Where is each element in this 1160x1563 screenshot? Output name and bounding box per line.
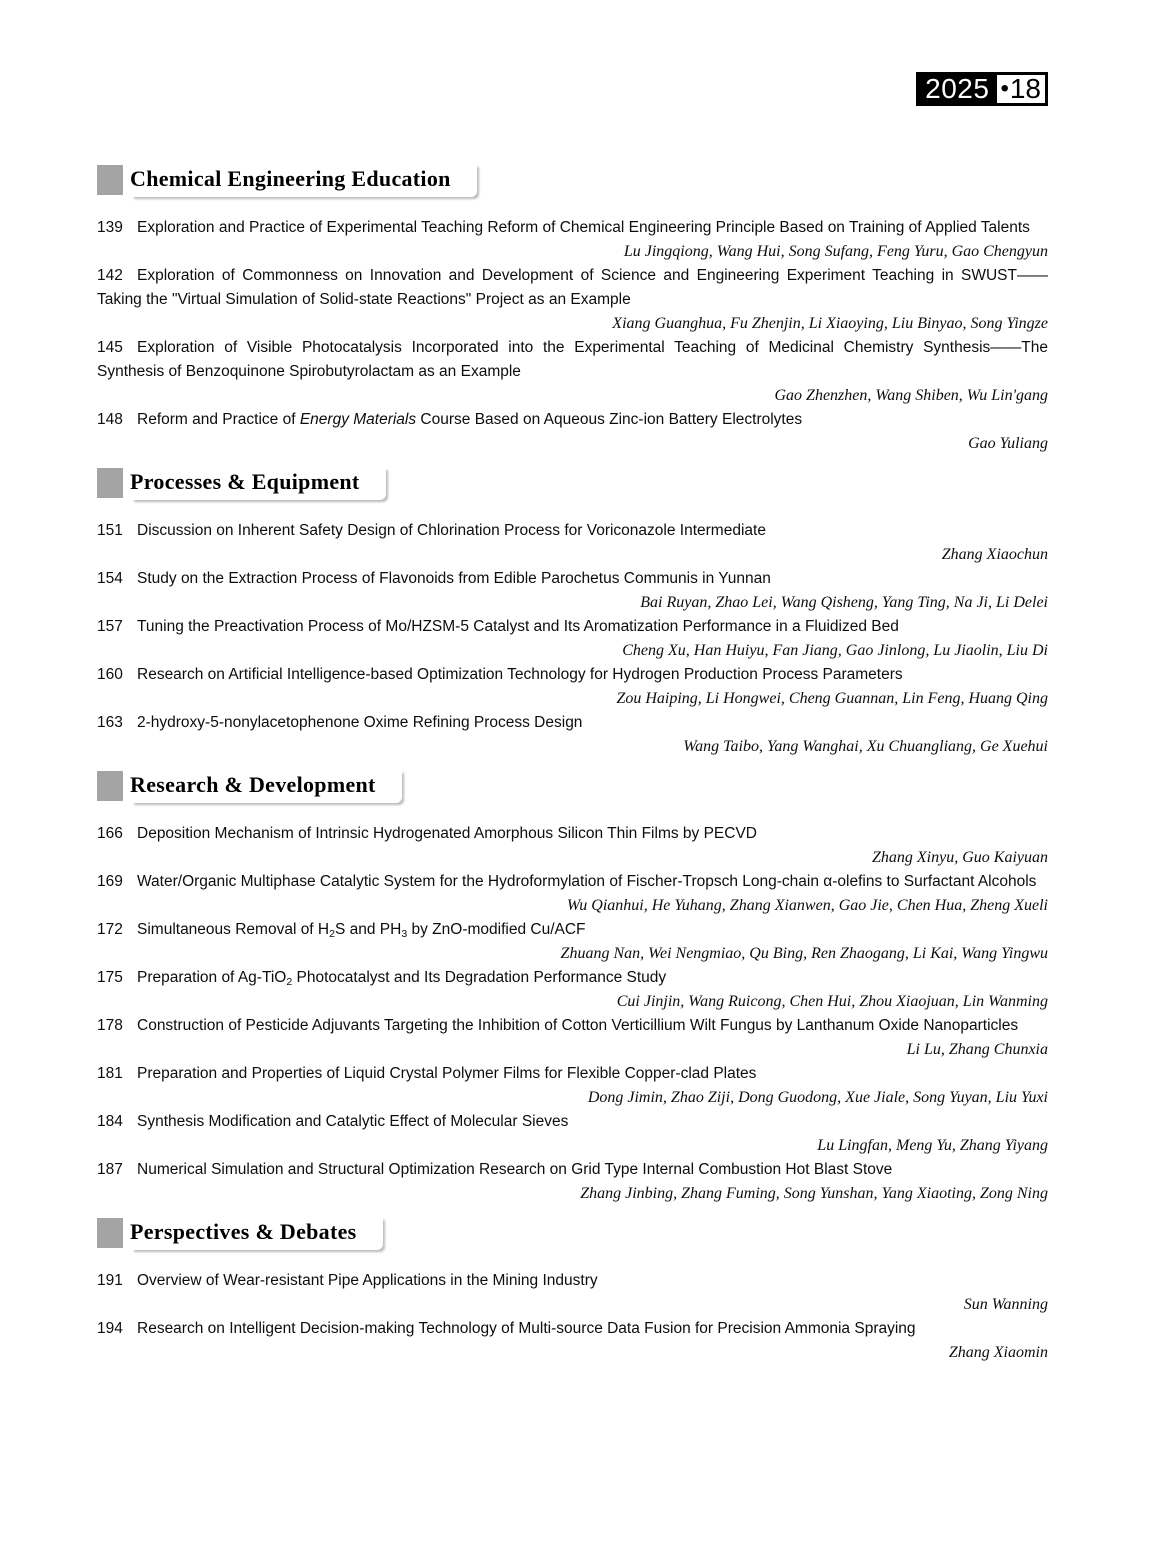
toc-entry [97,1158,1048,1206]
entry-authors: Xiang Guanghua, Fu Zhenjin, Li Xiaoying, Liu Binyao, Song Yingze [612,315,1048,332]
entry-title: Tuning the Preactivation Process of Mo/HZSM-5 Catalyst and Its Aromatization Performance in a Fluidized Bed [137,618,899,635]
toc-entry [97,1110,1048,1158]
toc-entry [97,870,1048,918]
entry-authors: Zou Haiping, Li Hongwei, Cheng Guannan, Lin Feng, Huang Qing [616,690,1048,707]
entry-authors: Lu Lingfan, Meng Yu, Zhang Yiyang [817,1137,1048,1154]
toc-entry [97,216,1048,264]
badge-year: 2025 [925,73,990,104]
entry-title-line [97,1317,1048,1341]
entry-title: Discussion on Inherent Safety Design of Chlorination Process for Voriconazole Intermediate [137,522,766,539]
entry-page-number: 160 [97,666,123,683]
entry-title-line [97,822,1048,846]
toc-entry [97,336,1048,408]
entry-authors: Wu Qianhui, He Yuhang, Zhang Xianwen, Gao Jie, Chen Hua, Zheng Xueli [566,897,1048,914]
section-marker-square-icon [97,771,123,801]
entry-authors: Zhang Xiaomin [948,1344,1048,1361]
badge-issue-number: 18 [1009,73,1041,104]
section-entries [97,822,1048,1206]
entry-title: Numerical Simulation and Structural Optimization Research on Grid Type Internal Combustion Hot Blast Stove [137,1161,893,1178]
toc-entry [97,264,1048,336]
entry-authors: Gao Zhenzhen, Wang Shiben, Wu Lin'gang [774,387,1048,404]
section-title: Perspectives & Debates [130,1219,357,1244]
entry-page-number: 191 [97,1272,123,1289]
section-title: Research & Development [130,772,376,797]
entry-title-line [97,966,1048,990]
entry-title: Deposition Mechanism of Intrinsic Hydrogenated Amorphous Silicon Thin Films by PECVD [137,825,757,842]
entry-page-number: 175 [97,969,123,986]
entry-authors: Dong Jimin, Zhao Ziji, Dong Guodong, Xue Jiale, Song Yuyan, Liu Yuxi [587,1089,1048,1106]
entry-title: Exploration of Commonness on Innovation and Development of Science and Engineering Experiment Teaching in SWUST——Taking the "Virtual Simulation of Solid-state Reactions" Project as an Example [97,267,1048,308]
entry-title-line [97,1110,1048,1134]
entry-title-line [97,615,1048,639]
entry-authors: Lu Jingqiong, Wang Hui, Song Sufang, Feng Yuru, Gao Chengyun [623,243,1048,260]
entry-title: Simultaneous Removal of $H_2S$ and $PH_3$ by ZnO-modified Cu/ACF [137,921,586,940]
entry-page-number: 139 [97,219,123,236]
toc-entry [97,408,1048,456]
toc-section [97,1216,1048,1365]
entry-title: Research on Intelligent Decision-making Technology of Multi-source Data Fusion for Precision Ammonia Spraying [137,1320,916,1337]
entry-title: Overview of Wear-resistant Pipe Applications in the Mining Industry [137,1272,598,1289]
entry-page-number: 163 [97,714,123,731]
entry-title-line [97,336,1048,384]
entry-title: Preparation of Ag-TiO$_2$ Photocatalyst and Its Degradation Performance Study [137,969,667,988]
issue-badge [916,72,1048,106]
entry-page-number: 166 [97,825,123,842]
entry-title: Preparation and Properties of Liquid Crystal Polymer Films for Flexible Copper-clad Plates [137,1065,757,1082]
entry-authors: Cheng Xu, Han Huiyu, Fan Jiang, Gao Jinlong, Lu Jiaolin, Liu Di [622,642,1048,659]
section-tab [130,466,386,500]
entry-title-line [97,1269,1048,1293]
section-entries [97,1269,1048,1365]
entry-authors: Gao Yuliang [968,435,1048,452]
entry-authors: Zhang Jinbing, Zhang Fuming, Song Yunshan, Yang Xiaoting, Zong Ning [580,1185,1048,1202]
entry-page-number: 154 [97,570,123,587]
entry-title: Exploration and Practice of Experimental Teaching Reform of Chemical Engineering Principle Based on Training of Applied Talents [137,219,1030,236]
entry-title: Synthesis Modification and Catalytic Effect of Molecular Sieves [137,1113,569,1130]
section-tab [130,769,402,803]
section-entries [97,216,1048,456]
entry-title-line [97,567,1048,591]
entry-page-number: 151 [97,522,123,539]
entry-title-line [97,918,1048,942]
entry-title-line [97,408,1048,432]
section-header [97,466,1048,502]
entry-title-line [97,870,1048,894]
entry-page-number: 194 [97,1320,123,1337]
toc-entry [97,1014,1048,1062]
section-header [97,163,1048,199]
section-marker-square-icon [97,1218,123,1248]
entry-title-line [97,1014,1048,1038]
entry-title: Reform and Practice of Energy Materials Course Based on Aqueous Zinc-ion Battery Electrolytes [137,411,803,428]
section-marker-square-icon [97,165,123,195]
toc-section [97,163,1048,456]
section-tab [130,1216,383,1250]
entry-page-number: 181 [97,1065,123,1082]
entry-page-number: 178 [97,1017,123,1034]
section-marker-square-icon [97,468,123,498]
toc-entry [97,1269,1048,1317]
toc-sections [97,163,1048,1365]
badge-dot-icon: • [1000,75,1009,102]
entry-title-line [97,1062,1048,1086]
entry-title-line [97,1158,1048,1182]
badge-issue-box [997,75,1045,103]
entry-title-line [97,519,1048,543]
entry-title-line [97,264,1048,312]
entry-authors: Zhang Xiaochun [941,546,1048,563]
entry-authors: Sun Wanning [963,1296,1048,1313]
entry-title-line [97,711,1048,735]
toc-entry [97,822,1048,870]
toc-entry [97,918,1048,966]
entry-title: Study on the Extraction Process of Flavonoids from Edible Parochetus Communis in Yunnan [137,570,771,587]
entry-authors: Zhuang Nan, Wei Nengmiao, Qu Bing, Ren Zhaogang, Li Kai, Wang Yingwu [560,945,1048,962]
toc-entry [97,663,1048,711]
toc-entry [97,711,1048,759]
section-entries [97,519,1048,759]
toc-section [97,769,1048,1206]
entry-page-number: 145 [97,339,123,356]
entry-authors: Bai Ruyan, Zhao Lei, Wang Qisheng, Yang Ting, Na Ji, Li Delei [640,594,1048,611]
entry-title: Construction of Pesticide Adjuvants Targeting the Inhibition of Cotton Verticillium Wilt Fungus by Lanthanum Oxide Nanoparticles [137,1017,1019,1034]
section-title: Chemical Engineering Education [130,166,451,191]
entry-title: Exploration of Visible Photocatalysis Incorporated into the Experimental Teaching of Medicinal Chemistry Synthesis——The Synthesis of Benzoquinone Spirobutyrolactam as an Example [97,339,1048,380]
entry-page-number: 184 [97,1113,123,1130]
entry-title: 2-hydroxy-5-nonylacetophenone Oxime Refining Process Design [137,714,583,731]
entry-authors: Wang Taibo, Yang Wanghai, Xu Chuangliang, Ge Xuehui [683,738,1048,755]
toc-entry [97,567,1048,615]
section-title: Processes & Equipment [130,469,360,494]
entry-page-number: 142 [97,267,123,284]
toc-entry [97,1317,1048,1365]
section-tab [130,163,477,197]
toc-entry [97,519,1048,567]
entry-page-number: 172 [97,921,123,938]
entry-authors: Zhang Xinyu, Guo Kaiyuan [872,849,1048,866]
entry-page-number: 148 [97,411,123,428]
entry-title-line [97,216,1048,240]
entry-title: Water/Organic Multiphase Catalytic System for the Hydroformylation of Fischer-Tropsch Long-chain α-olefins to Surfactant Alcohols [137,873,1037,890]
entry-title: Research on Artificial Intelligence-based Optimization Technology for Hydrogen Production Process Parameters [137,666,903,683]
entry-authors: Cui Jinjin, Wang Ruicong, Chen Hui, Zhou Xiaojuan, Lin Wanming [616,993,1048,1010]
section-header [97,1216,1048,1252]
toc-entry [97,966,1048,1014]
section-header [97,769,1048,805]
toc-entry [97,1062,1048,1110]
entry-authors: Li Lu, Zhang Chunxia [906,1041,1048,1058]
entry-page-number: 157 [97,618,123,635]
entry-page-number: 169 [97,873,123,890]
toc-section [97,466,1048,759]
entry-page-number: 187 [97,1161,123,1178]
entry-title-line [97,663,1048,687]
toc-entry [97,615,1048,663]
